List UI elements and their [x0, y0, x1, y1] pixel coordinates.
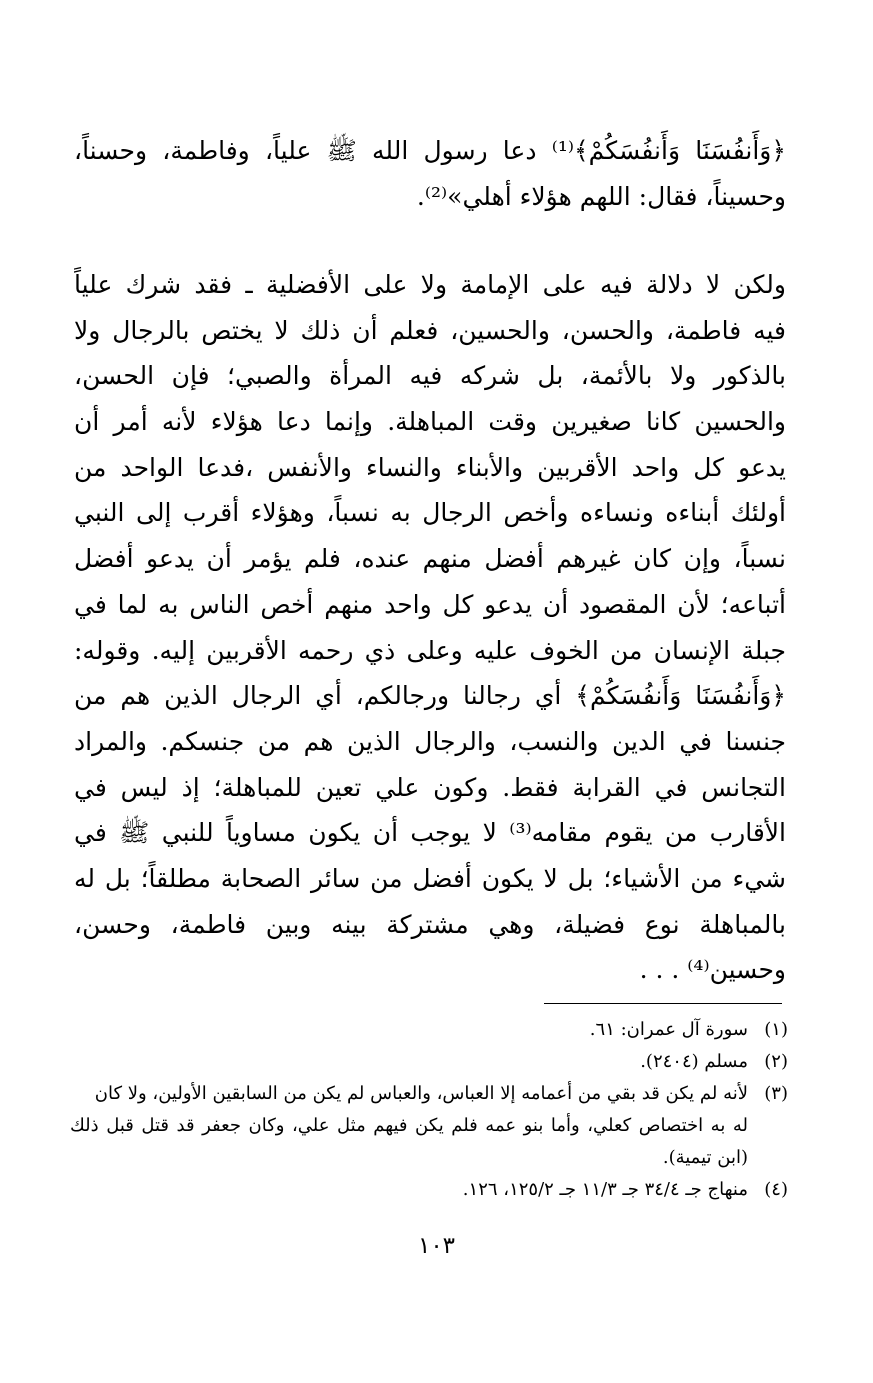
body-line: الأقارب من يقوم مقامه⁽³⁾ لا يوجب أن يكون مساوياً للنبي ﷺ في	[74, 818, 786, 848]
page-number: ١٠٣	[417, 1233, 456, 1259]
footnote-3	[70, 1078, 788, 1110]
footnote-text: مسلم (٢٤٠٤).	[640, 1051, 748, 1072]
body-line: جنسنا في الدين والنسب، والرجال الذين هم من جنسكم. والمراد	[74, 726, 786, 756]
footnote-3-continued: (ابن تيمية).	[662, 1147, 748, 1168]
footnote-number: (١)	[764, 1019, 788, 1040]
body-line: شيء من الأشياء؛ بل لا يكون أفضل من سائر الصحابة مطلقاً؛ بل له	[74, 863, 786, 893]
body-line: بالمباهلة نوع فضيلة، وهي مشتركة بينه وبين فاطمة، وحسن،	[74, 909, 786, 939]
main-paragraph	[74, 262, 786, 993]
body-line: نسباً، وإن كان غيرهم أفضل منهم عنده، فلم يؤمر أن يدعو أفضل	[74, 544, 786, 574]
intro-line: ﴿وَأَنفُسَنَا وَأَنفُسَكُمْ﴾⁽¹⁾ دعا رسول الله ﷺ علياً، وفاطمة، وحسناً،	[74, 136, 786, 165]
body-line: أتباعه؛ لأن المقصود أن يدعو كل واحد منهم أخص الناس به لما في	[74, 589, 786, 619]
body-line: ولكن لا دلالة فيه على الإمامة ولا على الأفضلية ـ فقد شرك علياً	[74, 270, 786, 299]
footnotes-section	[70, 1014, 788, 1206]
footnote-2	[70, 1046, 788, 1078]
footnote-number: (٣)	[764, 1083, 788, 1104]
body-line: والحسين كانا صغيرين وقت المباهلة. وإنما دعا هؤلاء لأنه أمر أن	[74, 407, 786, 437]
footnote-1	[70, 1014, 788, 1046]
footnote-3-continued: له به اختصاص كعلي، وأما بنو عمه فلم يكن فيهم مثل علي، وكان جعفر قد قتل قبل ذلك	[70, 1115, 748, 1136]
body-line: فيه فاطمة، والحسن، والحسين، فعلم أن ذلك لا يختص بالرجال ولا	[74, 315, 786, 345]
footnote-text: سورة آل عمران: ٦١.	[589, 1019, 748, 1040]
footnote-text: منهاج جـ ٣٤/٤ جـ ١١/٣ جـ ١٢٥/٢، ١٢٦.	[462, 1179, 748, 1200]
footnote-divider	[544, 1003, 782, 1004]
footnote-number: (٢)	[764, 1051, 788, 1072]
body-line: أولئك أبناءه ونساءه وأخص الرجال به نسباً، وهؤلاء أقرب إلى النبي	[74, 498, 786, 528]
footnote-number: (٤)	[764, 1179, 788, 1200]
body-line: التجانس في القرابة فقط. وكون علي تعين للمباهلة؛ إذ ليس في	[74, 772, 786, 802]
body-line: ﴿وَأَنفُسَنَا وَأَنفُسَكُمْ﴾ أي رجالنا ورجالكم، أي الرجال الذين هم من	[74, 681, 786, 711]
body-line: وحسين⁽⁴⁾ . . .	[639, 955, 786, 985]
intro-line: وحسيناً، فقال: اللهم هؤلاء أهلي»⁽²⁾.	[416, 182, 786, 211]
footnote-text: لأنه لم يكن قد بقي من أعمامه إلا العباس، والعباس لم يكن من السابقين الأولين، ولا كان	[94, 1083, 748, 1104]
body-line: بالذكور ولا بالأئمة، بل شركه فيه المرأة والصبي؛ فإن الحسن،	[74, 361, 786, 391]
footnote-4	[70, 1174, 788, 1206]
intro-paragraph	[74, 128, 786, 220]
body-line: جبلة الإنسان من الخوف عليه وعلى ذي رحمه الأقربين إليه. وقوله:	[74, 635, 786, 665]
body-line: يدعو كل واحد الأقربين والأبناء والنساء والأنفس ،فدعا الواحد من	[74, 452, 786, 482]
